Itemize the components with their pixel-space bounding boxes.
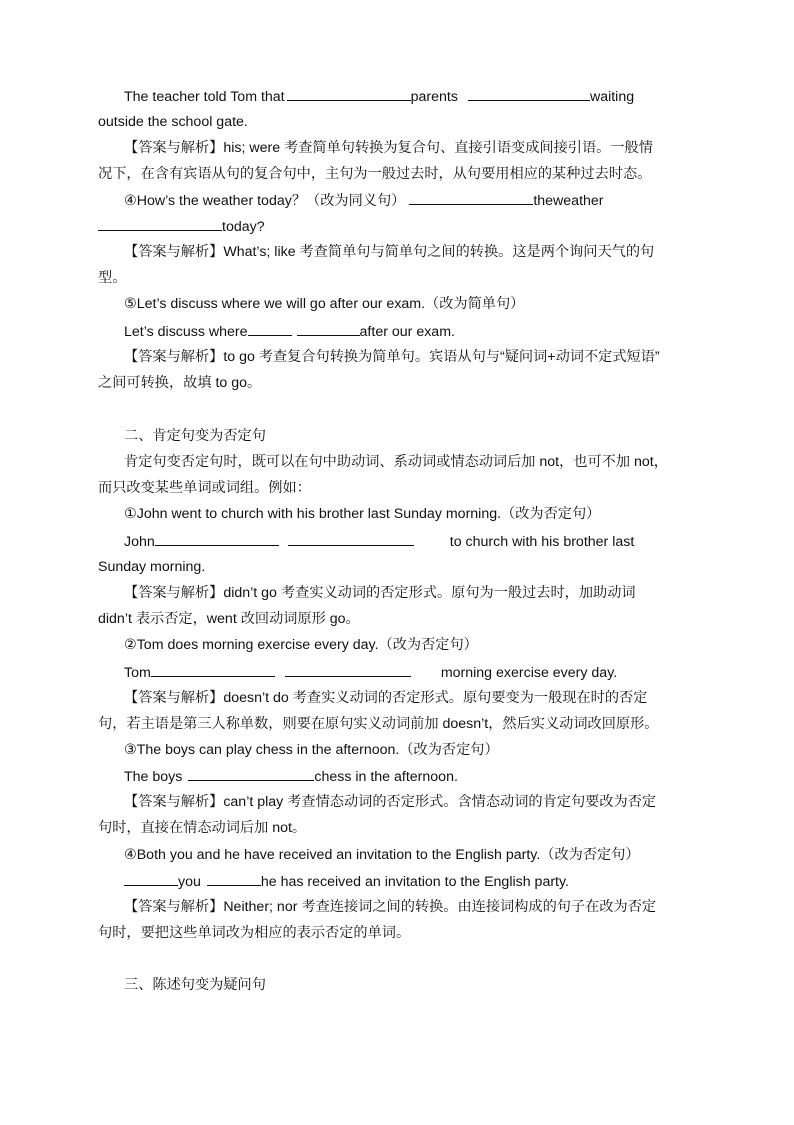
s1-answer: 【答案与解析】didn’t go 考查实义动词的否定形式。原句为一般过去时，加助动词 <box>124 585 636 601</box>
answer-blank[interactable] <box>285 662 411 677</box>
q5-question: ⑤Let’s discuss where we will go after our exam.（改为简单句） <box>124 296 525 312</box>
section-intro-cont: 而只改变某些单词或词组。例如： <box>98 480 311 496</box>
answer-blank[interactable] <box>297 321 360 336</box>
section-intro: 肯定句变否定句时，既可以在句中助动词、系动词或情态动词后加 not，也可不加 not， <box>124 454 668 470</box>
section-heading: 二、肯定句变为否定句 <box>124 428 266 444</box>
q4-question-cont: today? <box>98 216 265 237</box>
s1-question: ①John went to church with his brother last Sunday morning.（改为否定句） <box>124 506 601 522</box>
answer-blank[interactable] <box>188 766 314 781</box>
s2-sentence: Tom morning exercise every day. <box>124 662 617 683</box>
s1-sentence: John to church with his brother last <box>124 531 634 552</box>
q3-sentence-line: The teacher told Tom that parents waiting <box>124 86 634 107</box>
s1-sentence-cont: Sunday morning. <box>98 559 206 575</box>
s2-answer-cont: 句，若主语是第三人称单数，则要在原句实义动词前加 doesn’t，然后实义动词改回原形。 <box>98 716 659 732</box>
answer-blank[interactable] <box>468 86 590 101</box>
s4-question: ④Both you and he have received an invitation to the English party.（改为否定句） <box>124 847 640 863</box>
q5-answer-cont: 之间可转换，故填 to go。 <box>98 375 262 391</box>
s2-question: ②Tom does morning exercise every day.（改为否定句） <box>124 637 478 653</box>
s1-answer-cont: didn’t 表示否定，went 改回动词原形 go。 <box>98 611 360 627</box>
q4-answer-cont: 型。 <box>98 270 127 286</box>
s4-sentence: you he has received an invitation to the English party. <box>124 871 569 892</box>
answer-blank[interactable] <box>248 321 292 336</box>
s3-answer: 【答案与解析】can’t play 考查情态动词的否定形式。含情态动词的肯定句要改为否定 <box>124 794 657 810</box>
s3-answer-cont: 句时，直接在情态动词后加 not。 <box>98 820 307 836</box>
q5-answer: 【答案与解析】to go 考查复合句转换为简单句。宾语从句与“疑问词+动词不定式短语” <box>124 349 660 365</box>
q3-answer-cont: 况下，在含有宾语从句的复合句中，主句为一般过去时，从句要用相应的某种过去时态。 <box>98 166 652 182</box>
q4-question: ④How’s the weather today？（改为同义句） theweather <box>124 190 604 211</box>
q3-answer: 【答案与解析】his; were 考查简单句转换为复合句、直接引语变成间接引语。一般情 <box>124 140 653 156</box>
answer-blank[interactable] <box>124 871 178 886</box>
section-heading: 三、陈述句变为疑问句 <box>124 977 266 993</box>
s3-sentence: The boys chess in the afternoon. <box>124 766 458 787</box>
s4-answer-cont: 句时，要把这些单词改为相应的表示否定的单词。 <box>98 925 411 941</box>
q3-sentence-cont: outside the school gate. <box>98 114 248 130</box>
q5-sentence: Let’s discuss where after our exam. <box>124 321 455 342</box>
s3-question: ③The boys can play chess in the afternoon.（改为否定句） <box>124 742 499 758</box>
answer-blank[interactable] <box>207 871 261 886</box>
answer-blank[interactable] <box>151 662 275 677</box>
answer-blank[interactable] <box>287 86 411 101</box>
answer-blank[interactable] <box>409 190 533 205</box>
answer-blank[interactable] <box>155 531 279 546</box>
answer-blank[interactable] <box>288 531 414 546</box>
s4-answer: 【答案与解析】Neither; nor 考查连接词之间的转换。由连接词构成的句子在改为否定 <box>124 899 657 915</box>
answer-blank[interactable] <box>98 216 222 231</box>
s2-answer: 【答案与解析】doesn’t do 考查实义动词的否定形式。原句要变为一般现在时的否定 <box>124 690 648 706</box>
q4-answer: 【答案与解析】What’s; like 考查简单句与简单句之间的转换。这是两个询问天气的句 <box>124 244 655 260</box>
